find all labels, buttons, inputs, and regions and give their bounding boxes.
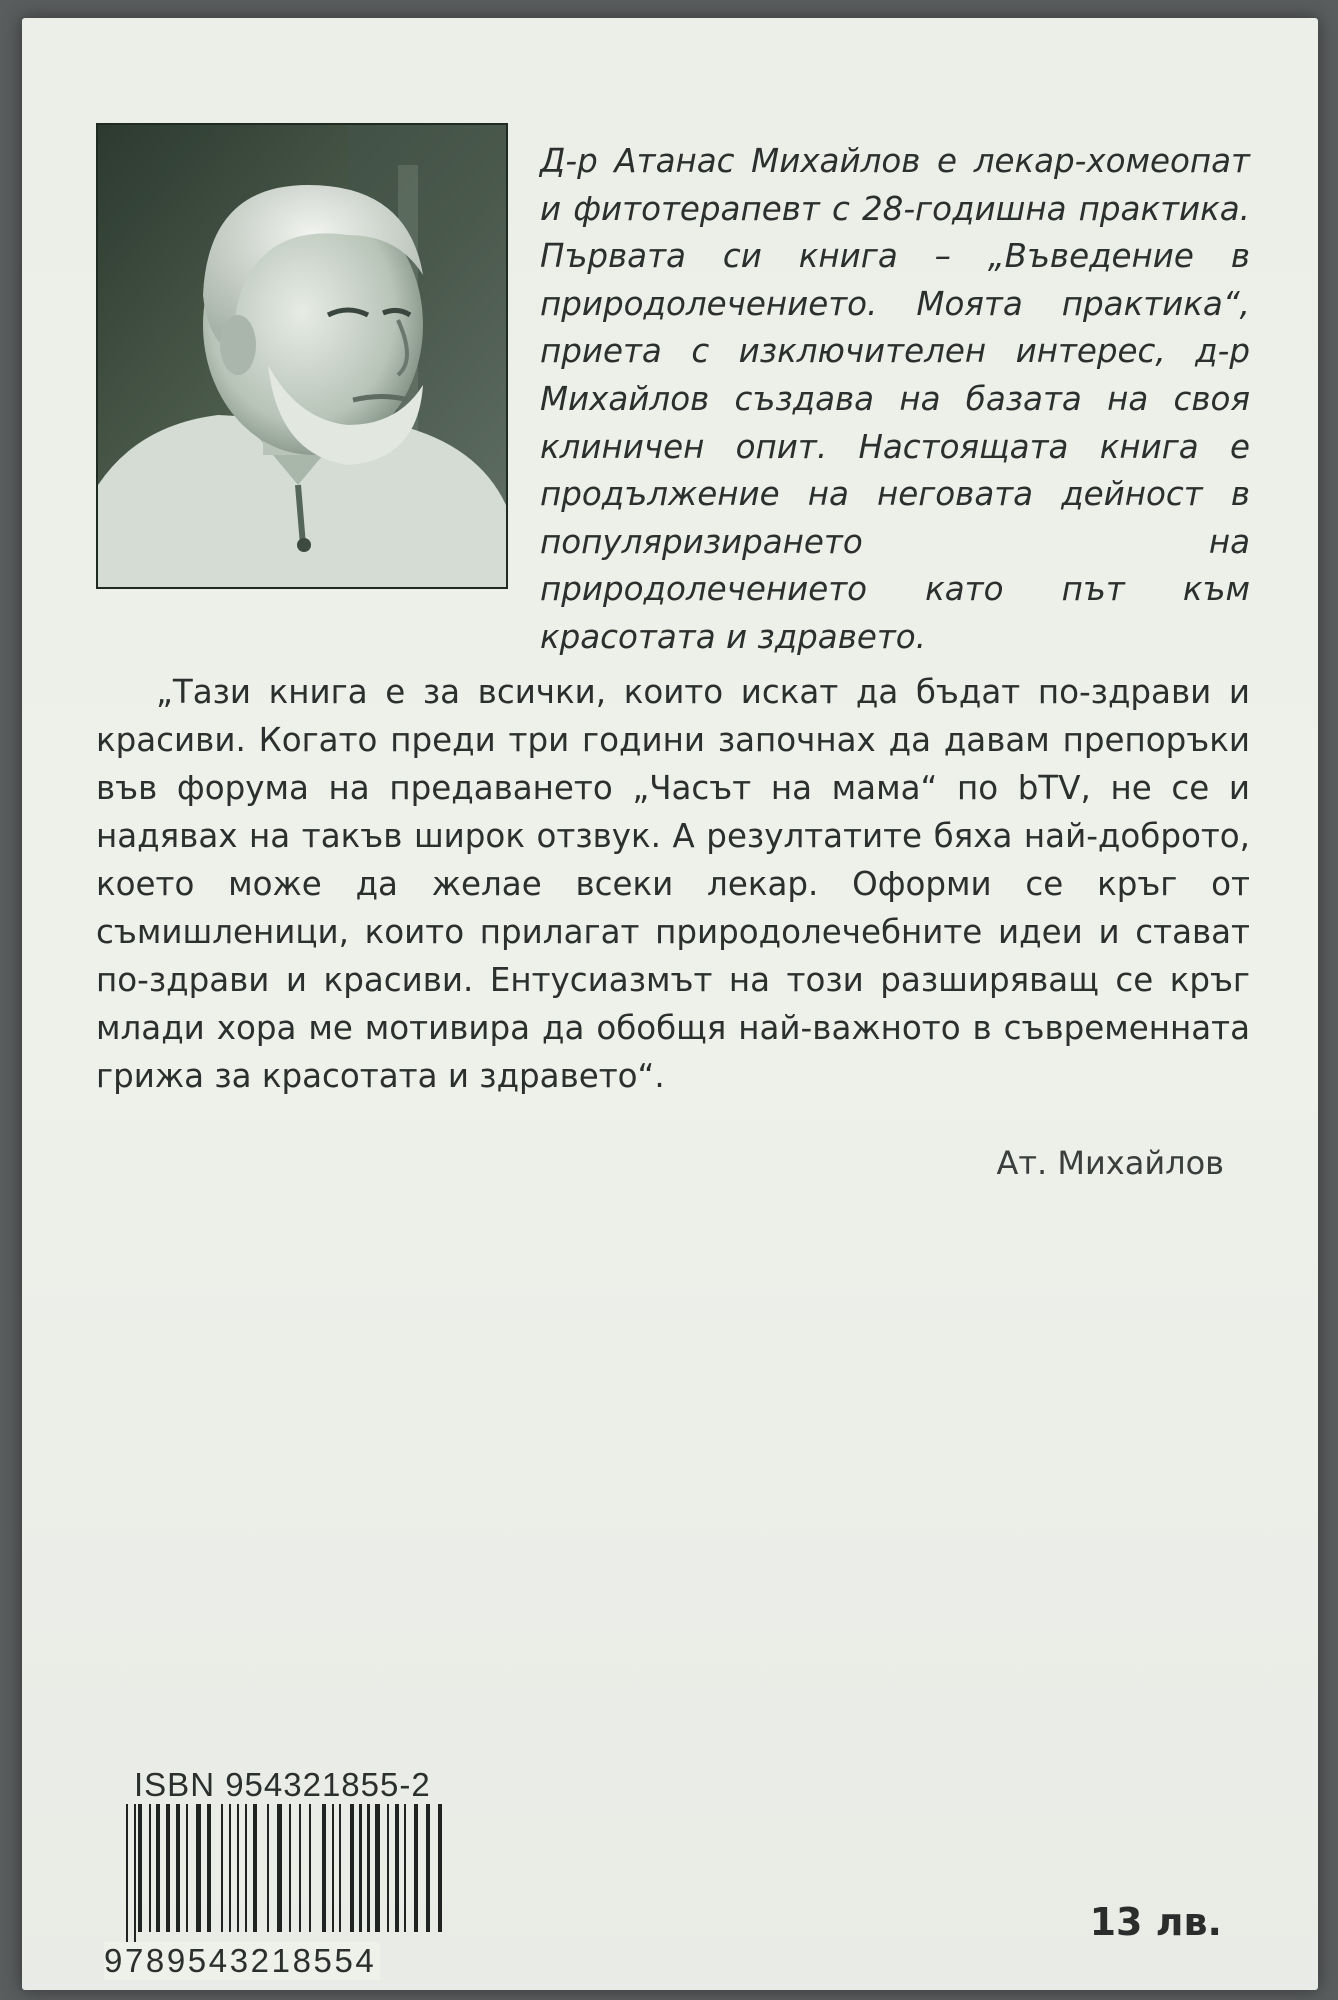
barcode-bar	[253, 1804, 257, 1932]
barcode-bar	[359, 1804, 362, 1932]
barcode-bar	[339, 1804, 341, 1932]
barcode-bar	[404, 1804, 406, 1932]
barcode-bar	[375, 1804, 380, 1932]
price-label: 13 лв.	[1089, 1900, 1222, 1944]
barcode-bar	[350, 1804, 354, 1932]
barcode-digits: 9789543218554	[104, 1942, 380, 1980]
barcode-bar	[149, 1804, 151, 1932]
barcode-bar	[277, 1804, 282, 1932]
barcode-bar	[414, 1804, 418, 1932]
barcode-bar	[221, 1804, 223, 1932]
barcode-bar	[196, 1804, 201, 1932]
barcode-bar	[395, 1804, 399, 1932]
barcode-bar	[387, 1804, 389, 1932]
barcode-bar	[426, 1804, 430, 1932]
barcode-bar	[309, 1804, 311, 1932]
barcode-bar	[267, 1804, 269, 1932]
barcode-bar	[156, 1804, 160, 1932]
barcode-bar	[237, 1804, 239, 1932]
barcode-bar	[229, 1804, 231, 1932]
barcode-bar	[176, 1804, 180, 1932]
author-bio: Д-р Атанас Михайлов е лекар-хомеопат и фитотерапевт с 28-годишна практика. Първата си книга – „Въведение в природолечението. Моята практика“, приета с изключителен интерес, д-р Михайлов създава на базата на своя клиничен опит. Настоящата книга е продължение на неговата дейност в популяризирането на природолечението като път към красотата и здравето.	[540, 142, 1250, 656]
author-photo	[96, 123, 508, 589]
barcode-bar	[438, 1804, 442, 1932]
barcode-bar	[166, 1804, 170, 1932]
isbn-label: ISBN 954321855-2	[134, 1766, 431, 1803]
back-cover	[22, 18, 1318, 1990]
barcode-bar	[138, 1804, 142, 1932]
barcode-bar	[322, 1804, 326, 1932]
barcode-bar	[299, 1804, 301, 1932]
barcode-bar	[207, 1804, 211, 1932]
barcode-bar	[186, 1804, 188, 1932]
author-quote: „Тази книга е за всички, които искат да бъдат по-здрави и красиви. Когато преди три години започнах да давам препоръки във форума на предаването „Часът на мама“ по bTV, не се и надявах на такъв широк отзвук. А резултатите бяха най-доброто, което може да желае всеки лекар. Оформи се кръг от съмишленици, които прилагат природолечебните идеи и стават по-здрави и красиви. Ентусиазмът на този разширяващ се кръг млади хора ме мотивира да обобщя най-важното в съвременната грижа за красотата и здравето“.	[96, 673, 1250, 1095]
barcode-bar	[332, 1804, 334, 1932]
quote-signature: Ат. Михайлов	[996, 1144, 1224, 1182]
barcode	[122, 1804, 452, 1956]
barcode-bar	[289, 1804, 291, 1932]
author-portrait-image	[98, 125, 506, 587]
barcode-bar	[367, 1804, 370, 1932]
barcode-bar	[134, 1804, 136, 1956]
barcode-bar	[245, 1804, 247, 1932]
barcode-bar	[126, 1804, 128, 1956]
